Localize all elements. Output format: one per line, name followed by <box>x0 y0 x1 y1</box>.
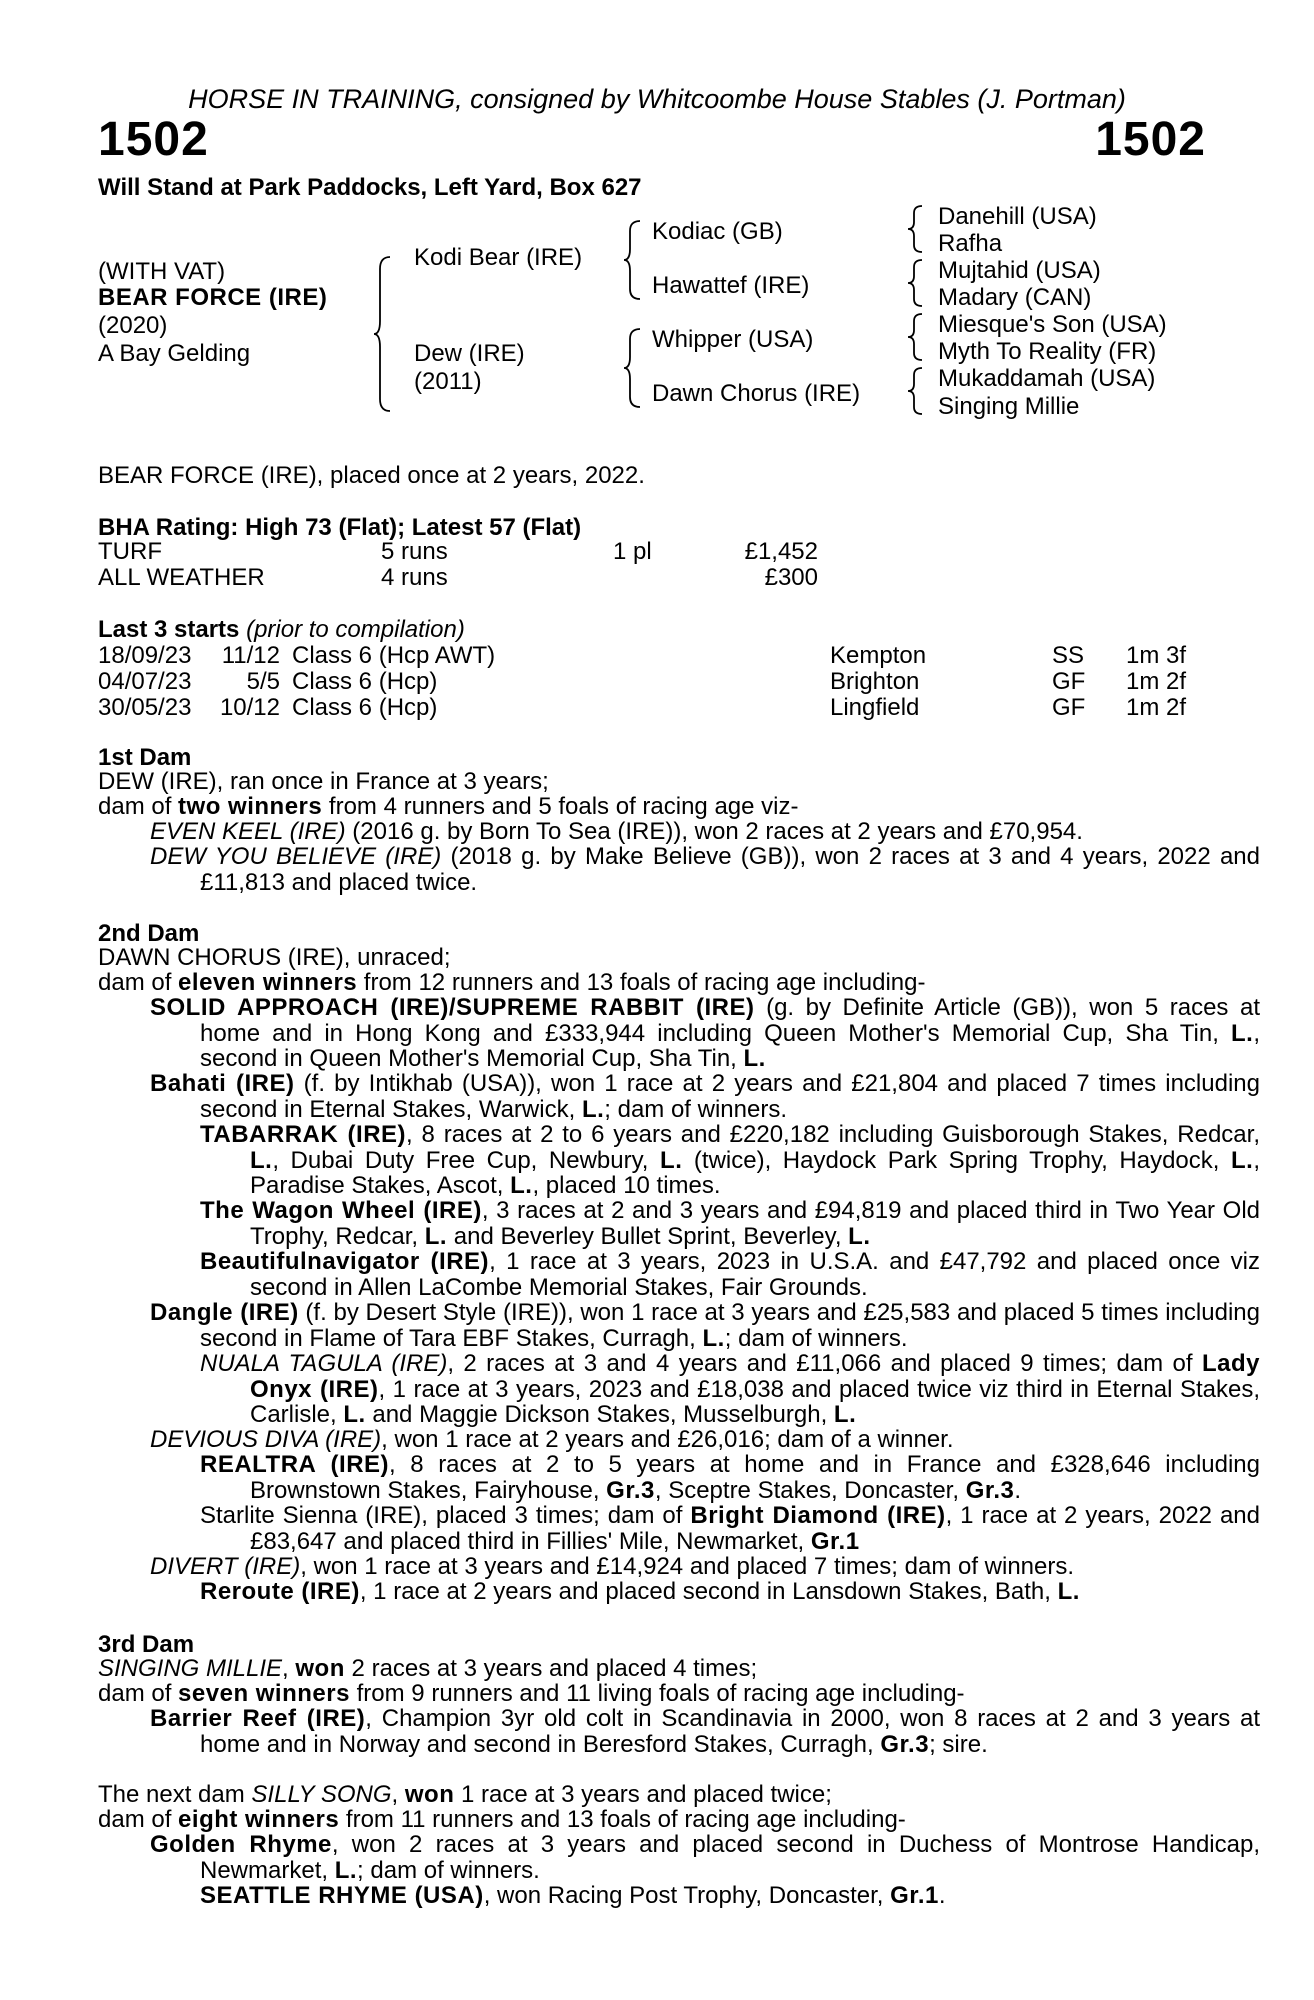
rating-runs: 4 runs <box>381 564 448 591</box>
start-class: Class 6 (Hcp AWT) <box>292 642 496 669</box>
next-dam-line1: The next dam SILLY SONG, won 1 race at 3 years and placed twice; <box>98 1781 832 1808</box>
dam2-entry-9: REALTRA (IRE), 8 races at 2 to 5 years at home and in France and £328,646 including Brownstown Stakes, Fairyhouse, Gr.3, Sceptre Stakes, Doncaster, Gr.3. <box>200 1451 1260 1504</box>
start-position: 10/12 <box>219 694 280 721</box>
table-row <box>98 643 1206 669</box>
horse-description: A Bay Gelding <box>98 340 251 367</box>
pedigree-gen4-4: Madary (CAN) <box>938 284 1092 311</box>
start-date: 18/09/23 <box>98 642 192 669</box>
pedigree-brace-3c <box>906 312 926 362</box>
start-position: 11/12 <box>221 642 280 669</box>
pedigree-brace-2a <box>622 219 644 301</box>
rating-placed <box>613 565 733 591</box>
start-position: 5/5 <box>246 668 280 695</box>
dam2-heading: 2nd Dam <box>98 920 200 947</box>
pedigree-gen4-3: Mujtahid (USA) <box>938 257 1101 284</box>
pedigree-dam: Dew (IRE) <box>414 340 525 367</box>
horse-year: (2020) <box>98 312 168 339</box>
pedigree-brace-3a <box>906 204 926 254</box>
start-distance: 1m 3f <box>1126 642 1187 669</box>
pedigree-brace-1 <box>372 255 394 413</box>
dam2-entry-1: SOLID APPROACH (IRE)/SUPREME RABBIT (IRE) (g. by Definite Article (GB)), won 5 races at home and in Hong Kong and £333,944 including Queen Mother's Memorial Cup, Sha Tin, L., second in Queen Mother's Memorial Cup, Sha Tin, L. <box>150 994 1260 1072</box>
pedigree-gen4-5: Miesque's Son (USA) <box>938 311 1167 338</box>
pedigree-gen4-8: Singing Millie <box>938 393 1080 420</box>
dam2-entry-5: Beautifulnavigator (IRE), 1 race at 3 years, 2023 in U.S.A. and £47,792 and placed once viz second in Allen LaCombe Memorial Stakes, Fair Grounds. <box>200 1248 1260 1301</box>
pedigree-dam-sire: Whipper (USA) <box>652 326 814 353</box>
pedigree-gen4-6: Myth To Reality (FR) <box>938 338 1157 365</box>
dam1-line1: DEW (IRE), ran once in France at 3 years; <box>98 768 549 795</box>
rating-placed: 1 pl <box>613 538 652 565</box>
next-dam-entry-1: Golden Rhyme, won 2 races at 3 years and placed second in Duchess of Montrose Handicap, Newmarket, L.; dam of winners. <box>150 1831 1260 1884</box>
dam2-entry-3: TABARRAK (IRE), 8 races at 2 to 6 years and £220,182 including Guisborough Stakes, Redcar, L., Dubai Duty Free Cup, Newbury, L. (twice), Haydock Park Spring Trophy, Haydock, L., Paradise Stakes, Ascot, L., placed 10 times. <box>200 1121 1260 1199</box>
stand-location: Will Stand at Park Paddocks, Left Yard, Box 627 <box>98 174 642 201</box>
lot-number-right: 1502 <box>1095 113 1206 166</box>
last-starts-heading: Last 3 starts <box>98 616 240 643</box>
start-going: GF <box>1052 694 1086 721</box>
bha-rating-heading: BHA Rating: High 73 (Flat); Latest 57 (Flat) <box>98 514 582 541</box>
pedigree-sire: Kodi Bear (IRE) <box>414 244 583 271</box>
dam1-entry-2: DEW YOU BELIEVE (IRE) (2018 g. by Make Believe (GB)), won 2 races at 3 and 4 years, 2022 and £11,813 and placed twice. <box>150 843 1260 896</box>
start-date: 04/07/23 <box>98 668 192 695</box>
start-course: Kempton <box>830 642 927 669</box>
start-distance: 1m 2f <box>1126 694 1187 721</box>
dam2-entry-8: DEVIOUS DIVA (IRE), won 1 race at 2 years and £26,016; dam of a winner. <box>150 1426 954 1453</box>
dam2-entry-11: DIVERT (IRE), won 1 race at 3 years and £14,924 and placed 7 times; dam of winners. <box>150 1553 1075 1580</box>
pedigree-gen4-7: Mukaddamah (USA) <box>938 365 1156 392</box>
rating-earnings: £1,452 <box>744 538 818 565</box>
vat-label: (WITH VAT) <box>98 258 226 285</box>
table-row <box>98 669 1206 695</box>
start-course: Lingfield <box>830 694 920 721</box>
dam2-entry-2: Bahati (IRE) (f. by Intikhab (USA)), won 1 race at 2 years and £21,804 and placed 7 times including second in Eternal Stakes, Warwick, L.; dam of winners. <box>150 1070 1260 1123</box>
dam1-heading: 1st Dam <box>98 744 192 771</box>
dam2-entry-7: NUALA TAGULA (IRE), 2 races at 3 and 4 years and £11,066 and placed 9 times; dam of Lady Onyx (IRE), 1 race at 3 years, 2023 and £18,038 and placed twice viz third in Eternal Stakes, Carlisle, L. and Maggie Dickson Stakes, Musselburgh, L. <box>200 1350 1261 1428</box>
pedigree-brace-3d <box>906 366 926 416</box>
next-dam-entry-2: SEATTLE RHYME (USA), won Racing Post Trophy, Doncaster, Gr.1. <box>200 1882 946 1909</box>
start-class: Class 6 (Hcp) <box>292 668 438 695</box>
pedigree-gen4-2: Rafha <box>938 230 1003 257</box>
dam1-entry-1: EVEN KEEL (IRE) (2016 g. by Born To Sea (IRE)), won 2 races at 2 years and £70,954. <box>150 818 1083 845</box>
pedigree-brace-2b <box>622 327 644 409</box>
last-starts-note: (prior to compilation) <box>246 616 465 643</box>
pedigree-sire-sire: Kodiac (GB) <box>652 218 783 245</box>
table-row <box>98 539 818 565</box>
horse-name: BEAR FORCE (IRE) <box>98 284 328 311</box>
dam2-entry-4: The Wagon Wheel (IRE), 3 races at 2 and 3 years and £94,819 and placed third in Two Year Old Trophy, Redcar, L. and Beverley Bullet Sprint, Beverley, L. <box>200 1197 1260 1250</box>
dam3-line1: SINGING MILLIE, won 2 races at 3 years and placed 4 times; <box>98 1655 758 1682</box>
race-summary: BEAR FORCE (IRE), placed once at 2 years, 2022. <box>98 462 645 489</box>
dam3-entry-1: Barrier Reef (IRE), Champion 3yr old colt in Scandinavia in 2000, won 8 races at 2 and 3 years at home and in Norway and second in Beresford Stakes, Curragh, Gr.3; sire. <box>150 1705 1261 1758</box>
rating-table <box>98 539 818 591</box>
last-starts-table <box>98 643 1206 721</box>
table-row <box>98 565 818 591</box>
dam3-line2: dam of seven winners from 9 runners and 11 living foals of racing age including- <box>98 1680 965 1707</box>
start-going: GF <box>1052 668 1086 695</box>
dam3-heading: 3rd Dam <box>98 1631 195 1658</box>
rating-earnings: £300 <box>764 564 818 591</box>
dam2-line1: DAWN CHORUS (IRE), unraced; <box>98 944 451 971</box>
consignment-line: HORSE IN TRAINING, consigned by Whitcoombe House Stables (J. Portman) <box>188 84 1126 114</box>
dam2-entry-12: Reroute (IRE), 1 race at 2 years and placed second in Lansdown Stakes, Bath, L. <box>200 1578 1080 1605</box>
dam2-entry-10: Starlite Sienna (IRE), placed 3 times; dam of Bright Diamond (IRE), 1 race at 2 years, 2022 and £83,647 and placed third in Fillies' Mile, Newmarket, Gr.1 <box>200 1502 1261 1555</box>
pedigree-dam-dam: Dawn Chorus (IRE) <box>652 380 861 407</box>
next-dam-line2: dam of eight winners from 11 runners and 13 foals of racing age including- <box>98 1806 906 1833</box>
rating-surface: TURF <box>98 538 162 565</box>
start-course: Brighton <box>830 668 920 695</box>
pedigree-sire-dam: Hawattef (IRE) <box>652 272 810 299</box>
dam2-entry-6: Dangle (IRE) (f. by Desert Style (IRE)), won 1 race at 3 years and £25,583 and placed 5 times including second in Flame of Tara EBF Stakes, Curragh, L.; dam of winners. <box>150 1299 1260 1352</box>
start-going: SS <box>1052 642 1085 669</box>
pedigree-brace-3b <box>906 258 926 308</box>
rating-surface: ALL WEATHER <box>98 564 265 591</box>
start-distance: 1m 2f <box>1126 668 1187 695</box>
lot-number-left: 1502 <box>98 113 209 166</box>
rating-runs: 5 runs <box>381 538 448 565</box>
start-class: Class 6 (Hcp) <box>292 694 438 721</box>
pedigree-gen4-1: Danehill (USA) <box>938 203 1097 230</box>
last-starts-heading-line <box>98 617 465 643</box>
dam2-line2: dam of eleven winners from 12 runners and 13 foals of racing age including- <box>98 969 926 996</box>
table-row <box>98 695 1206 721</box>
dam1-line2: dam of two winners from 4 runners and 5 foals of racing age viz- <box>98 793 799 820</box>
pedigree-dam-year: (2011) <box>414 368 482 395</box>
start-date: 30/05/23 <box>98 694 192 721</box>
